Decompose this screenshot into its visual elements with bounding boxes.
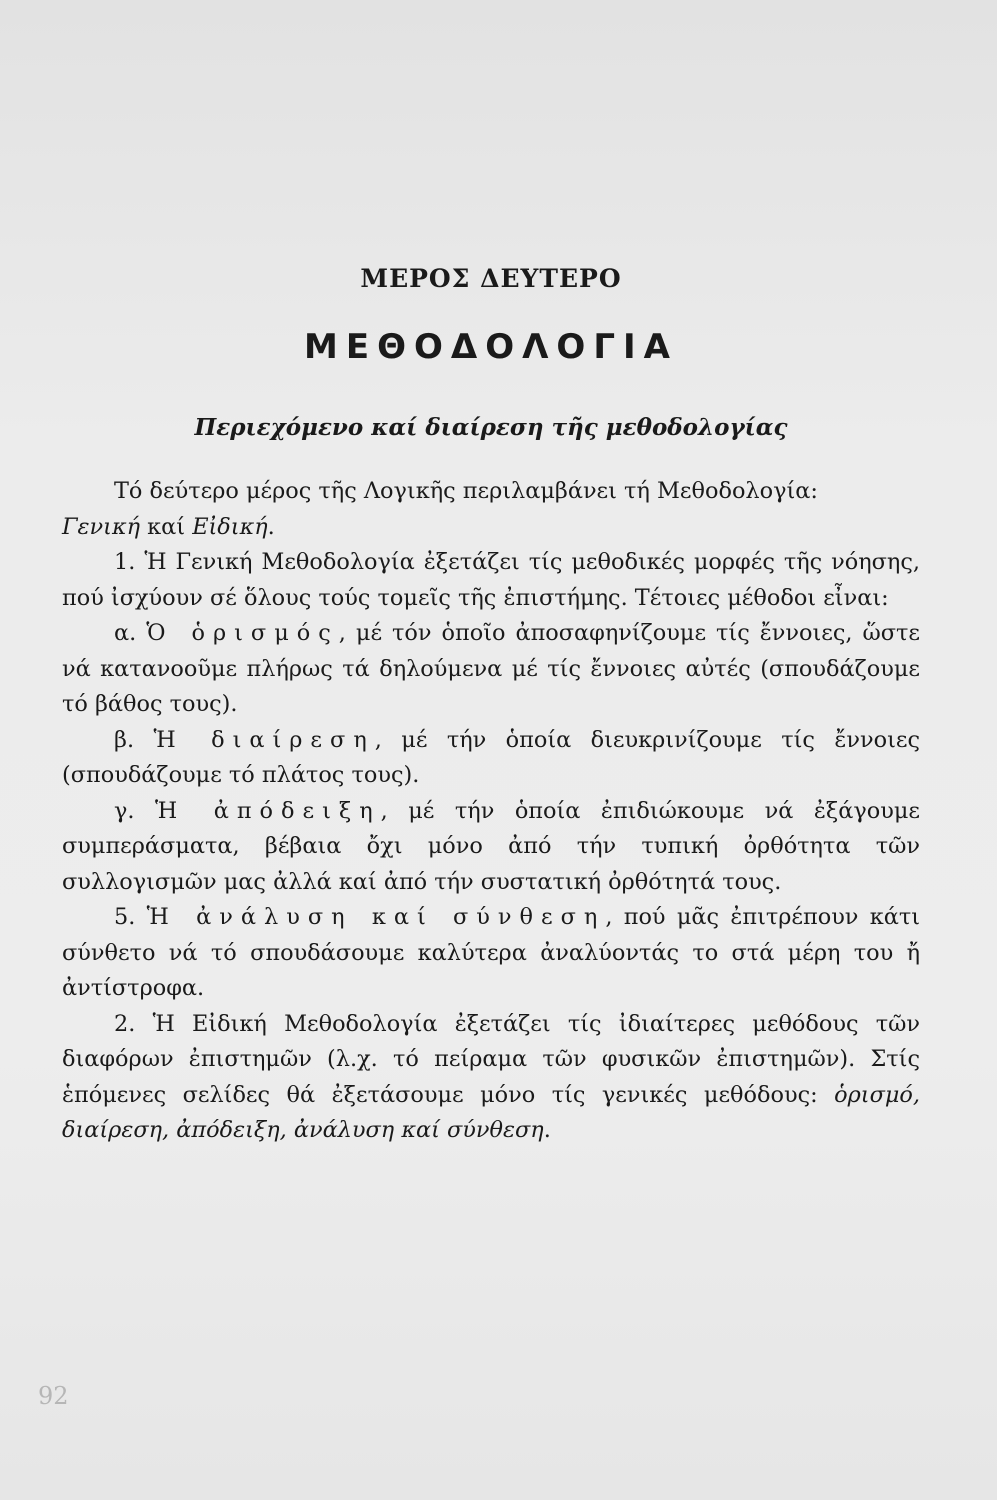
method-definition: α. Ὁ ὁρισμός, μέ τόν ὁποῖο ἀποσαφηνίζουμε τίς ἔννοιες, ὥστε νά κατανοοῦμε πλήρως τά δηλούμενα μέ τίς ἔννοιες αὐτές (σπουδάζουμε τό βάθος τους).: [62, 620, 921, 717]
page-number: 92: [38, 1382, 69, 1410]
subtitle: Περιεχόμενο καί διαίρεση τῆς μεθοδολογίας: [194, 414, 788, 441]
general-methodology-paragraph: 1. Ἡ Γενική Μεθοδολογία ἐξετάζει τίς μεθοδικές μορφές τῆς νόησης, πού ἰσχύουν σέ ὅλους τούς τομεῖς τῆς ἐπιστήμης. Τέτοιες μέθοδοι εἶναι:: [62, 549, 920, 611]
page-content: [62, 262, 920, 1149]
body-text: [62, 474, 920, 1149]
method-division: β. Ἡ διαίρεση, μέ τήν ὁποία διευκρινίζουμε τίς ἔννοιες (σπουδάζουμε τό πλάτος τους).: [62, 726, 920, 788]
main-title: ΜΕΘΟΔΟΛΟΓΙΑ: [304, 327, 678, 367]
special-methodology-paragraph: 2. Ἡ Εἰδική Μεθοδολογία ἐξετάζει τίς ἰδιαίτερες μεθόδους τῶν διαφόρων ἐπιστημῶν (λ.χ. τό πείραμα τῶν φυσικῶν ἐπιστημῶν). Στίς ἑπόμενες σελίδες θά ἐξετάσουμε μόνο τίς γενικές μεθόδους: ὁρισμό, διαίρεση, ἀπόδειξη, ἀνάλυση καί σύνθεση.: [62, 1010, 920, 1143]
intro-paragraph: Τό δεύτερο μέρος τῆς Λογικῆς περιλαμβάνει τή Μεθοδολογία: Γενική καί Εἰδική.: [62, 478, 818, 540]
section-label: ΜΕΡΟΣ ΔΕΥΤΕΡΟ: [360, 264, 622, 293]
method-analysis-synthesis: 5. Ἡ ἀνάλυση καί σύνθεση, πού μᾶς ἐπιτρέπουν κάτι σύνθετο νά τό σπουδάσουμε καλύτερα ἀναλύοντάς το στά μέρη του ἤ ἀντίστροφα.: [62, 904, 920, 1001]
method-proof: γ. Ἡ ἀπόδειξη, μέ τήν ὁποία ἐπιδιώκουμε νά ἐξάγουμε συμπεράσματα, βέβαια ὄχι μόνο ἀπό τήν τυπική ὀρθότητα τῶν συλλογισμῶν μας ἀλλά καί ἀπό τήν συστατική ὀρθότητά τους.: [62, 797, 920, 895]
